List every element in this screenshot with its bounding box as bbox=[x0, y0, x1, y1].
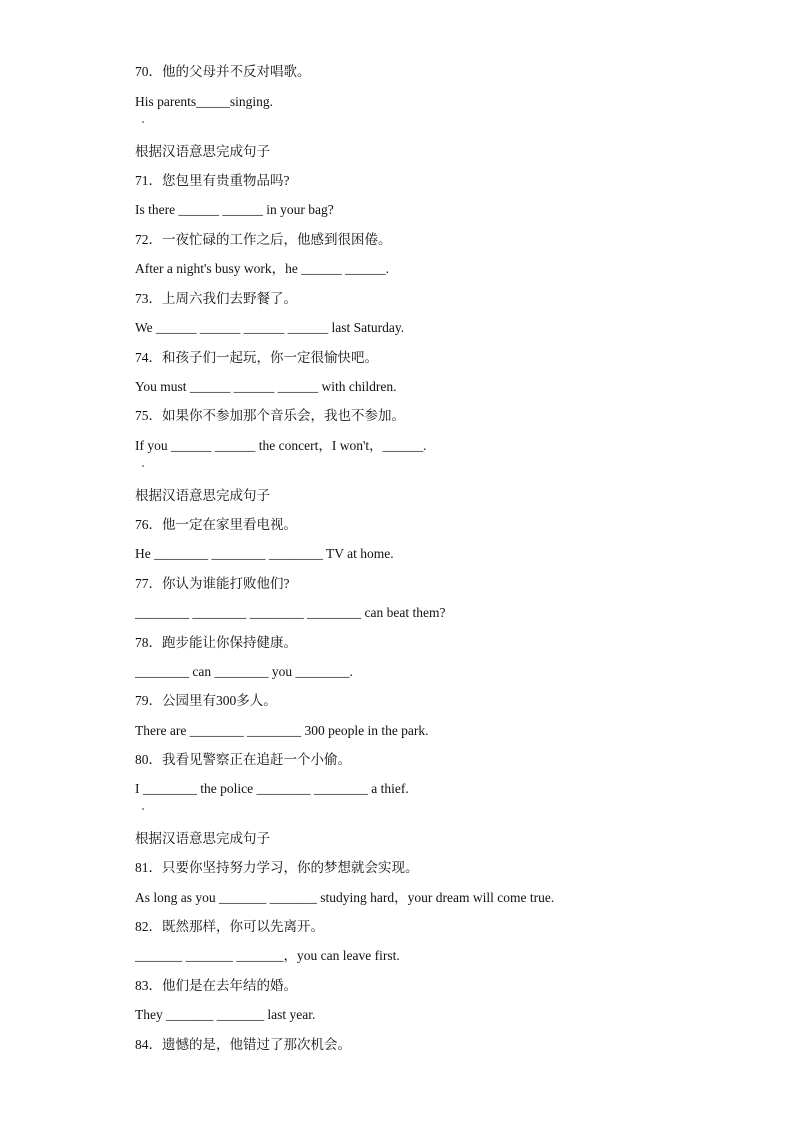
paragraph-mark bbox=[142, 465, 144, 467]
question-72-chinese: 72．一夜忙碌的工作之后，他感到很困倦。 bbox=[135, 232, 392, 247]
question-82-chinese: 82．既然那样，你可以先离开。 bbox=[135, 919, 324, 934]
paragraph-mark bbox=[142, 121, 144, 123]
question-75-english: If you ______ ______ the concert，I won't，______. bbox=[135, 438, 427, 453]
question-80-english: I ________ the police ________ ________ a thief. bbox=[135, 781, 409, 796]
question-80-chinese: 80．我看见警察正在追赶一个小偷。 bbox=[135, 752, 351, 767]
question-83-english: They _______ _______ last year. bbox=[135, 1007, 316, 1022]
paragraph-mark bbox=[142, 808, 144, 810]
question-75-chinese: 75．如果你不参加那个音乐会，我也不参加。 bbox=[135, 408, 405, 423]
question-83-chinese: 83．他们是在去年结的婚。 bbox=[135, 978, 297, 993]
question-81-chinese: 81．只要你坚持努力学习，你的梦想就会实现。 bbox=[135, 860, 419, 875]
question-77-chinese: 77．你认为谁能打败他们? bbox=[135, 576, 290, 591]
question-84-chinese: 84．遗憾的是，他错过了那次机会。 bbox=[135, 1037, 351, 1052]
question-76-english: He ________ ________ ________ TV at home. bbox=[135, 546, 394, 561]
question-74-chinese: 74．和孩子们一起玩，你一定很愉快吧。 bbox=[135, 350, 378, 365]
question-74-english: You must ______ ______ ______ with children. bbox=[135, 379, 397, 394]
question-71-english: Is there ______ ______ in your bag? bbox=[135, 202, 334, 217]
question-70-english: His parents_____singing. bbox=[135, 94, 273, 109]
question-77-english: ________ ________ ________ ________ can beat them? bbox=[135, 605, 446, 620]
question-73-english: We ______ ______ ______ ______ last Saturday. bbox=[135, 320, 405, 335]
section-heading-3: 根据汉语意思完成句子 bbox=[135, 831, 270, 846]
section-heading-1: 根据汉语意思完成句子 bbox=[135, 144, 270, 159]
question-81-english: As long as you _______ _______ studying hard，your dream will come true. bbox=[135, 890, 555, 905]
question-73-chinese: 73．上周六我们去野餐了。 bbox=[135, 291, 297, 306]
question-78-chinese: 78．跑步能让你保持健康。 bbox=[135, 635, 297, 650]
question-79-english: There are ________ ________ 300 people in the park. bbox=[135, 723, 429, 738]
question-71-chinese: 71．您包里有贵重物品吗? bbox=[135, 173, 290, 188]
question-79-chinese: 79．公园里有300多人。 bbox=[135, 693, 277, 708]
question-72-english: After a night's busy work，he ______ ______. bbox=[135, 261, 390, 276]
question-70-chinese: 70．他的父母并不反对唱歌。 bbox=[135, 64, 311, 79]
question-76-chinese: 76．他一定在家里看电视。 bbox=[135, 517, 297, 532]
question-82-english: _______ _______ _______，you can leave first. bbox=[135, 948, 400, 963]
section-heading-2: 根据汉语意思完成句子 bbox=[135, 488, 270, 503]
question-78-english: ________ can ________ you ________. bbox=[135, 664, 353, 679]
